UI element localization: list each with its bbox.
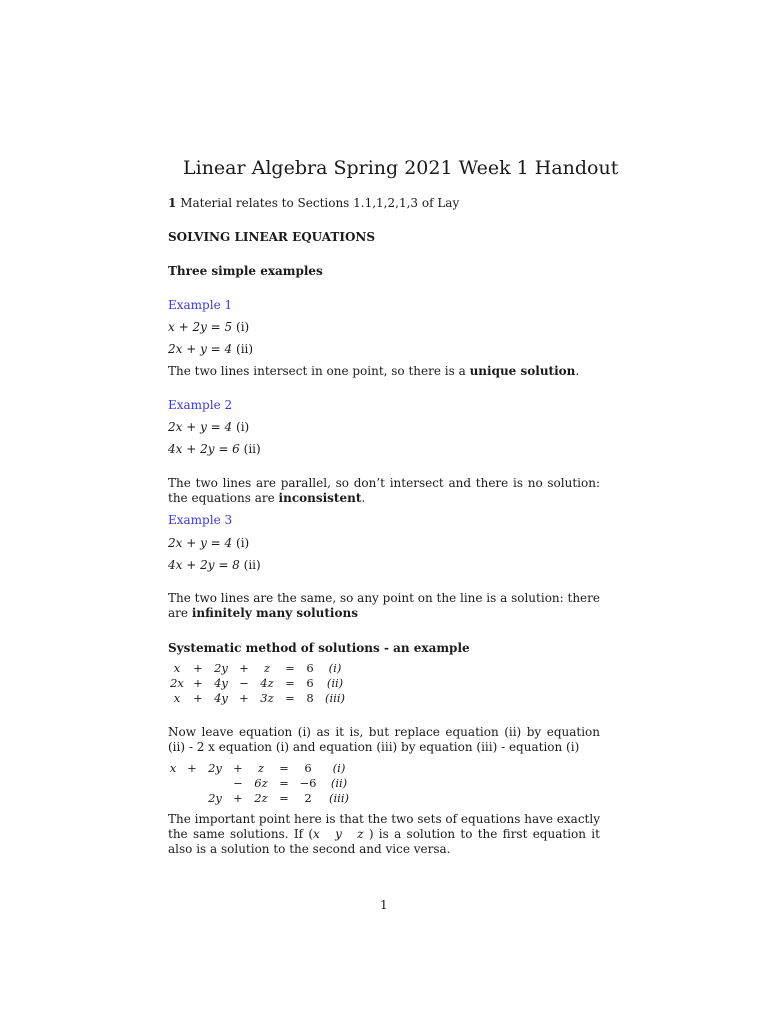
system2-cell: 6z — [254, 776, 268, 790]
explanation-text: The two lines intersect in one point, so there is a — [168, 364, 470, 378]
system1-cell: (iii) — [324, 691, 345, 705]
system2-cell: + — [233, 761, 243, 775]
equation-lhs: 4x + 2y = 8 — [168, 558, 240, 572]
system2-cell — [166, 791, 180, 806]
system2-cell: + — [233, 791, 243, 805]
note-number: 1 — [168, 196, 177, 210]
conclusion-text: The important point here is that the two sets of equations have exactly the same solutions. If ( — [168, 812, 600, 841]
system1-cell: + — [193, 676, 203, 690]
note-text: Material relates to Sections 1.1,1,2,1,3 of Lay — [180, 196, 460, 210]
system1-cell: (ii) — [326, 676, 344, 690]
system1-cell: 4z — [260, 676, 274, 690]
system1-cell: + — [193, 661, 203, 675]
system2-cell: 2z — [254, 791, 268, 805]
system2-cell: x — [169, 761, 177, 775]
system2-row — [166, 761, 358, 776]
equation-system-1 — [168, 661, 352, 706]
system2-cell — [180, 776, 204, 791]
example-1-explanation — [168, 364, 579, 379]
equation-tag: (i) — [236, 536, 250, 550]
system1-cell: 8 — [306, 691, 314, 705]
vector-x: x — [313, 827, 320, 841]
systematic-heading: Systematic method of solutions - an example — [168, 641, 470, 655]
system1-cell: − — [239, 676, 249, 690]
example-3-equation-1 — [168, 536, 249, 551]
system1-cell: 6 — [306, 676, 314, 690]
subheading-examples: Three simple examples — [168, 264, 323, 278]
system1-cell: (i) — [328, 661, 342, 675]
system2-row — [166, 776, 358, 791]
example-3-link[interactable]: Example 3 — [168, 513, 233, 527]
system2-cell: (ii) — [330, 776, 348, 790]
conclusion-paragraph — [168, 812, 600, 857]
system2-cell: = — [279, 776, 289, 790]
system2-cell: (i) — [332, 761, 346, 775]
equation-system-2 — [166, 761, 358, 806]
system1-cell: = — [285, 676, 295, 690]
vector-y: y — [335, 827, 342, 841]
explanation-bold: infinitely many solutions — [191, 606, 358, 620]
example-2-explanation — [168, 476, 600, 506]
system2-cell: = — [279, 761, 289, 775]
equation-lhs: 2x + y = 4 — [168, 536, 233, 550]
explanation-bold: unique solution — [469, 364, 576, 378]
page-title: Linear Algebra Spring 2021 Week 1 Handout — [183, 157, 619, 179]
example-3-explanation — [168, 591, 600, 621]
system1-cell: 2x — [170, 676, 184, 690]
system2-cell: z — [257, 761, 265, 775]
system2-cell: 6 — [304, 761, 312, 775]
equation-lhs: 2x + y = 4 — [168, 342, 233, 356]
equation-tag: (ii) — [243, 442, 261, 456]
explanation-end: . — [575, 364, 580, 378]
equation-tag: (ii) — [243, 558, 261, 572]
system1-cell: 3z — [260, 691, 274, 705]
system1-cell: + — [239, 691, 249, 705]
system1-cell: + — [193, 691, 203, 705]
explanation-bold: inconsistent — [278, 491, 362, 505]
explanation-end: . — [361, 491, 366, 505]
system2-cell: = — [279, 791, 289, 805]
system2-cell: −6 — [299, 776, 317, 790]
system1-cell: 4y — [214, 691, 228, 705]
system1-row — [168, 676, 352, 691]
example-3-equation-2 — [168, 558, 261, 573]
system2-cell: 2 — [304, 791, 312, 805]
system2-cell: + — [187, 761, 197, 775]
explanation-text: The two lines are the same, so any point on the line is a solution: there are — [168, 591, 600, 620]
system1-cell: 4y — [214, 676, 228, 690]
example-1-link[interactable]: Example 1 — [168, 298, 233, 312]
example-2-link[interactable]: Example 2 — [168, 398, 233, 412]
example-2-equation-1 — [168, 420, 249, 435]
system1-cell: 6 — [306, 661, 314, 675]
system2-row — [166, 791, 358, 806]
system2-cell: − — [233, 776, 243, 790]
replace-instruction: Now leave equation (i) as it is, but replace equation (ii) by equation (ii) - 2 x equation (i) and equation (iii) by equation (iii) - equation (i) — [168, 725, 600, 754]
equation-lhs: 4x + 2y = 6 — [168, 442, 240, 456]
equation-lhs: x + 2y = 5 — [168, 320, 233, 334]
system1-cell: = — [285, 661, 295, 675]
system1-cell: z — [263, 661, 271, 675]
system1-cell: 2y — [214, 661, 228, 675]
system2-cell: (iii) — [328, 791, 349, 805]
example-1-equation-2 — [168, 342, 253, 357]
system1-row — [168, 661, 352, 676]
equation-tag: (ii) — [236, 342, 254, 356]
system1-cell: = — [285, 691, 295, 705]
system1-cell: x — [173, 661, 181, 675]
system2-cell — [166, 776, 180, 791]
conclusion-text-end: ) is a solution to the first equation it also is a solution to the second and vice versa. — [168, 827, 600, 856]
example-2-equation-2 — [168, 442, 261, 457]
material-note — [168, 196, 459, 211]
system2-cell: 2y — [208, 761, 222, 775]
section-heading: SOLVING LINEAR EQUATIONS — [168, 230, 376, 244]
explanation-text: The two lines are parallel, so don’t intersect and there is no solution: the equations are — [168, 476, 600, 505]
system1-cell: x — [173, 691, 181, 705]
system2-cell: 2y — [208, 791, 222, 805]
system1-cell: + — [239, 661, 249, 675]
system2-cell — [180, 791, 204, 806]
system2-cell — [204, 776, 226, 791]
system1-row — [168, 691, 352, 706]
example-1-equation-1 — [168, 320, 249, 335]
page-number: 1 — [380, 898, 388, 912]
solution-vector — [313, 827, 363, 841]
equation-tag: (i) — [236, 320, 250, 334]
equation-tag: (i) — [236, 420, 250, 434]
vector-z: z — [357, 827, 364, 841]
equation-lhs: 2x + y = 4 — [168, 420, 233, 434]
